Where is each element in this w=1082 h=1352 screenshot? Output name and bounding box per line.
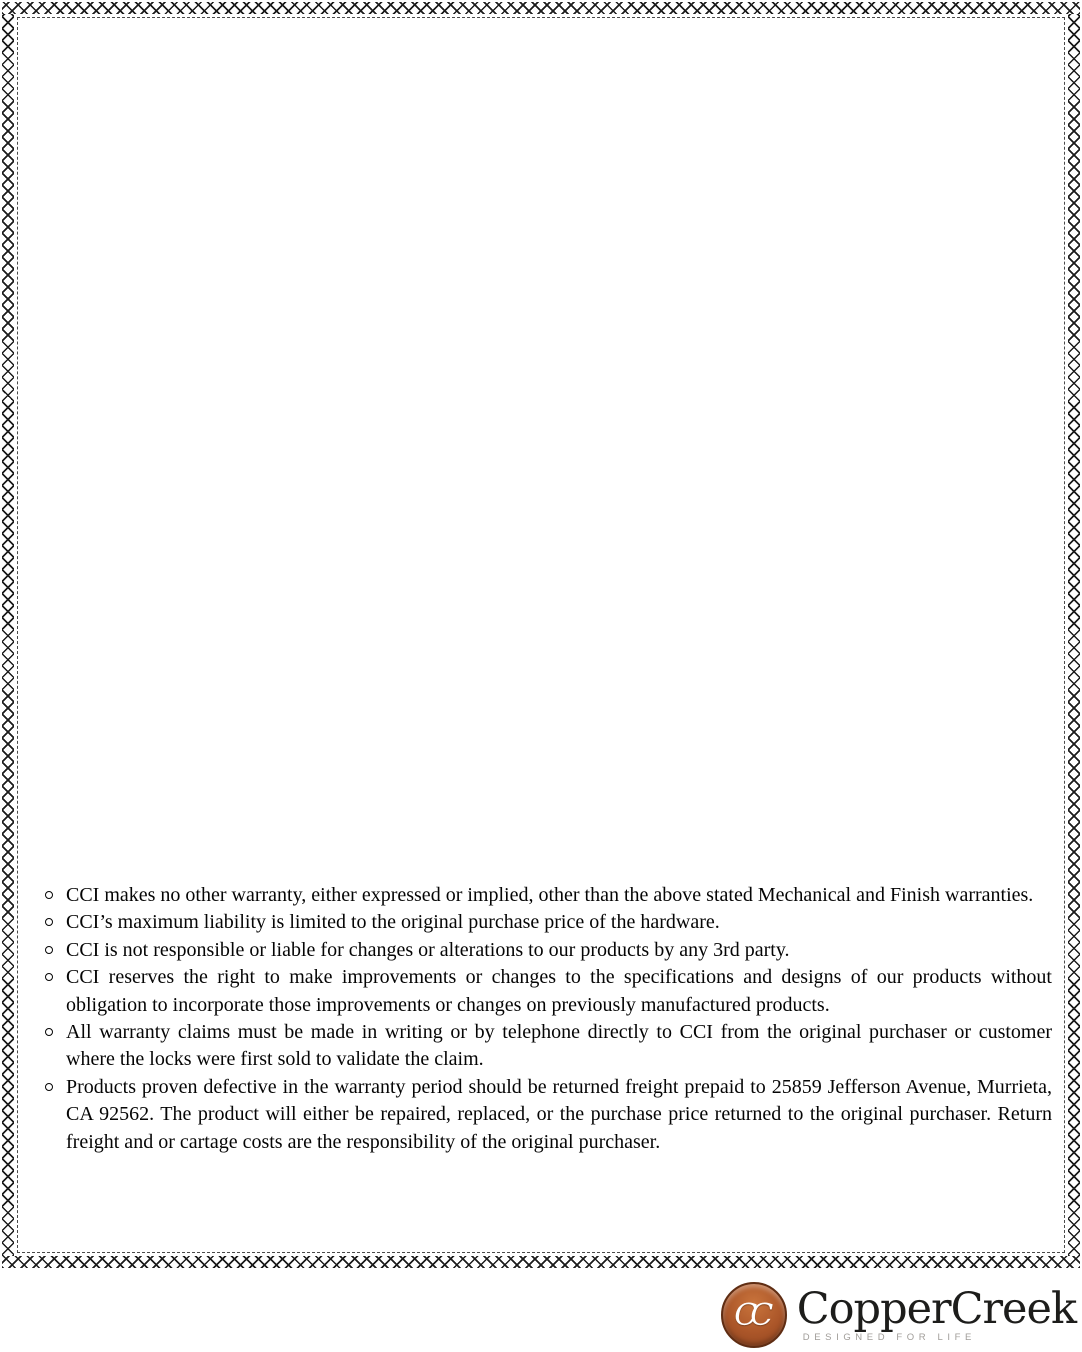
brand-name: CopperCreek bbox=[796, 1284, 1076, 1334]
warranty-note-text: CCI’s maximum liability is limited to the original purchase price of the hardware. bbox=[66, 911, 720, 934]
border-lattice-left bbox=[2, 14, 14, 1256]
warranty-note bbox=[44, 1019, 1052, 1074]
bullet-icon bbox=[45, 1028, 53, 1036]
coppercreek-monogram-icon bbox=[721, 1282, 787, 1348]
bullet-icon bbox=[45, 1083, 53, 1091]
bullet-icon bbox=[45, 891, 53, 899]
bullet-icon bbox=[45, 946, 53, 954]
border-lattice-top bbox=[2, 2, 1080, 14]
bullet-icon bbox=[45, 918, 53, 926]
monogram-text: CC bbox=[734, 1297, 767, 1333]
warranty-note-text: CCI is not responsible or liable for changes or alterations to our products by any 3rd party. bbox=[66, 938, 790, 961]
coppercreek-logo bbox=[721, 1282, 1076, 1348]
warranty-note bbox=[44, 909, 1052, 936]
warranty-note bbox=[44, 882, 1052, 909]
warranty-notes-section bbox=[44, 882, 1052, 1156]
warranty-note-text: CCI makes no other warranty, either expressed or implied, other than the above stated Mechanical and Finish warranties. bbox=[66, 884, 1034, 906]
bullet-icon bbox=[45, 973, 53, 981]
warranty-note-text: Products proven defective in the warranty period should be returned freight prepaid to 25859 Jefferson Avenue, Murrieta, CA 92562. The product will either be repaired, replaced, or the purchase price returned to the original purchaser. Return freight and or cartage costs are the responsibility of the original purchaser. bbox=[66, 1075, 1052, 1153]
warranty-note-text: CCI reserves the right to make improvements or changes to the specifications and designs of our products without obligation to incorporate those improvements or changes on previously manufactured products. bbox=[66, 966, 1052, 1016]
border-lattice-bottom bbox=[2, 1256, 1080, 1268]
warranty-notes-list bbox=[44, 882, 1052, 1156]
warranty-note bbox=[44, 964, 1052, 1019]
border-lattice-right bbox=[1068, 14, 1080, 1256]
logo-text-block bbox=[796, 1284, 1076, 1343]
warranty-note bbox=[44, 937, 1052, 964]
warranty-note bbox=[44, 1074, 1052, 1156]
brand-tagline: DESIGNED FOR LIFE bbox=[802, 1332, 976, 1343]
warranty-note-text: All warranty claims must be made in writing or by telephone directly to CCI from the original purchaser or customer where the locks were first sold to validate the claim. bbox=[66, 1021, 1052, 1071]
